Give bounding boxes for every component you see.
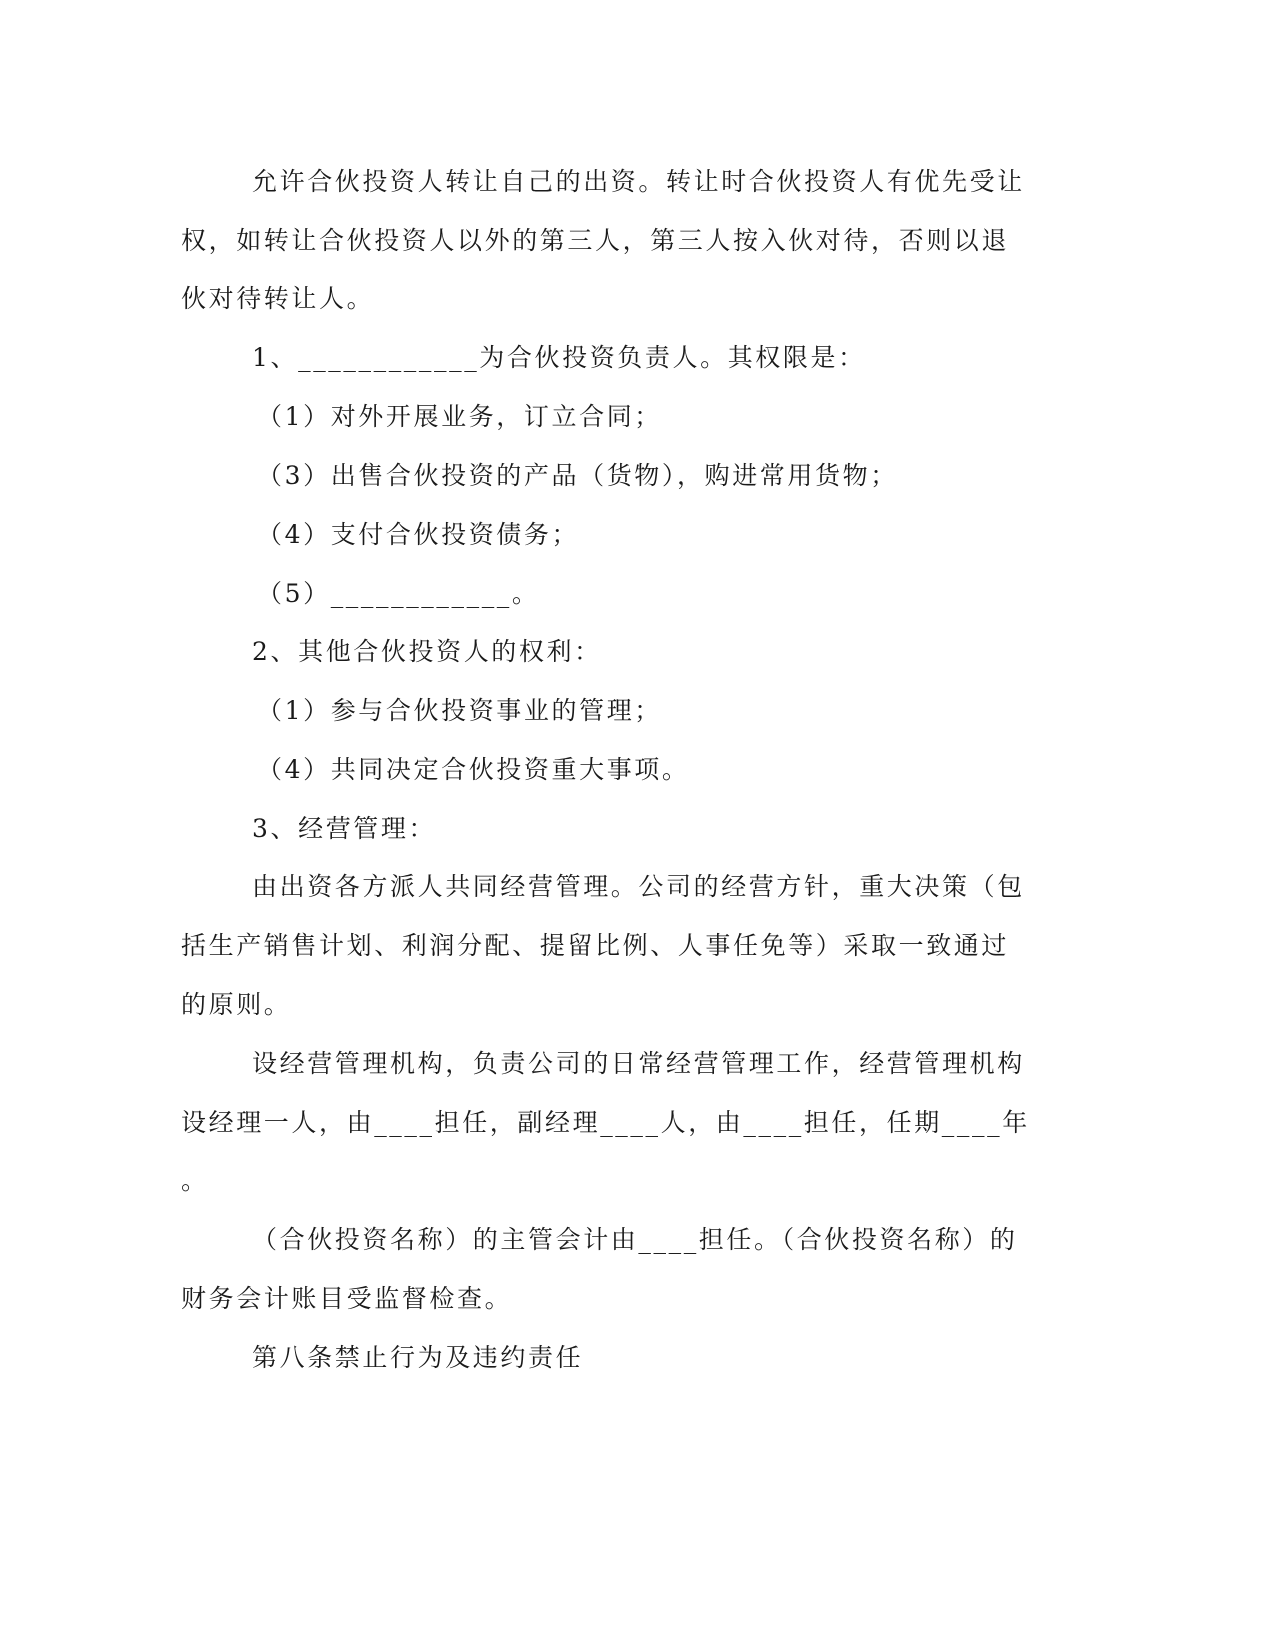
list-item: （1）对外开展业务，订立合同；	[257, 402, 662, 431]
clause-heading: 2、其他合伙投资人的权利：	[252, 637, 602, 666]
paragraph-line: 允许合伙投资人转让自己的出资。转让时合伙投资人有优先受让	[252, 167, 1025, 196]
paragraph-line: 设经营管理机构，负责公司的日常经营管理工作，经营管理机构	[252, 1049, 1025, 1078]
list-item: （1）参与合伙投资事业的管理；	[257, 696, 662, 725]
clause-heading: 3、经营管理：	[252, 814, 437, 843]
paragraph-line: 权，如转让合伙投资人以外的第三人，第三人按入伙对待，否则以退	[181, 226, 1010, 255]
list-item: （4）共同决定合伙投资重大事项。	[257, 755, 690, 784]
list-item: （3）出售合伙投资的产品（货物），购进常用货物；	[257, 461, 898, 490]
paragraph-line: 财务会计账目受监督检查。	[181, 1284, 513, 1313]
list-item: （5）____________。	[257, 579, 540, 608]
paragraph-line: 伙对待转让人。	[181, 284, 375, 313]
paragraph-line: 的原则。	[181, 990, 292, 1019]
list-item: （4）支付合伙投资债务；	[257, 520, 580, 549]
article-heading: 第八条禁止行为及违约责任	[252, 1343, 584, 1372]
clause-heading: 1、____________为合伙投资负责人。其权限是：	[252, 343, 866, 372]
paragraph-line: （合伙投资名称）的主管会计由____担任。（合伙投资名称）的	[252, 1225, 1018, 1254]
paragraph-line: 设经理一人，由____担任，副经理____人，由____担任，任期____年	[181, 1108, 1030, 1137]
paragraph-line: 括生产销售计划、利润分配、提留比例、人事任免等）采取一致通过	[181, 931, 1010, 960]
paragraph-line: 由出资各方派人共同经营管理。公司的经营方针，重大决策（包	[252, 872, 1025, 901]
paragraph-line: 。	[181, 1166, 209, 1195]
